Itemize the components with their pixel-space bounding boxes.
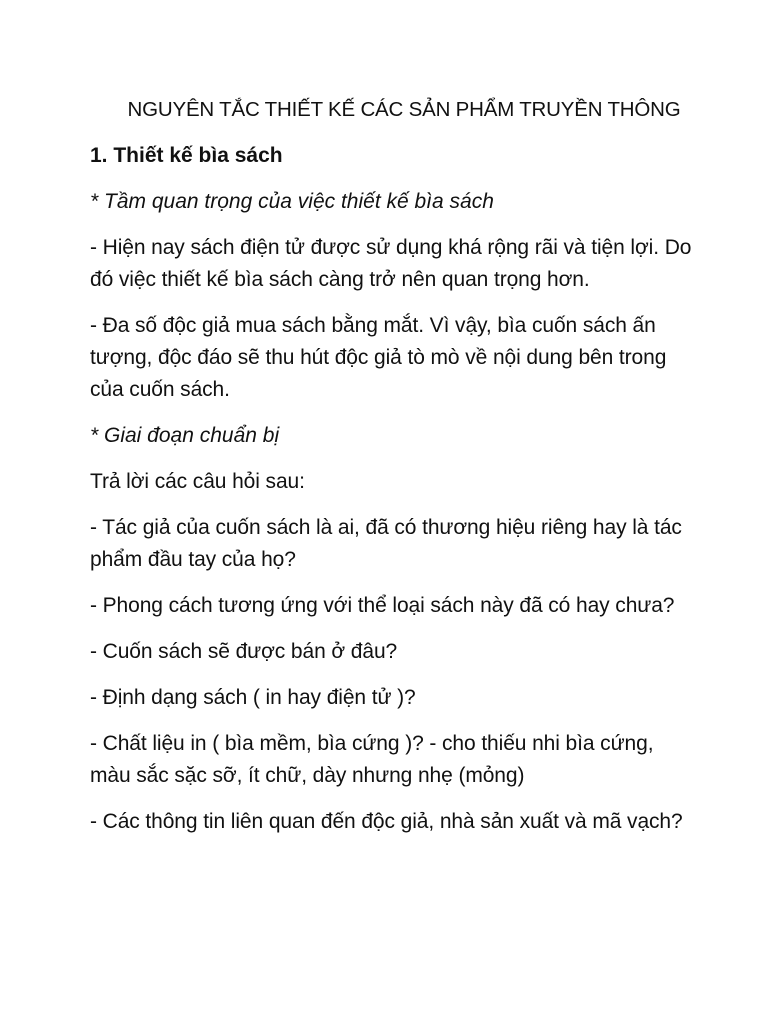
question-sales: - Cuốn sách sẽ được bán ở đâu?	[90, 640, 398, 663]
question-format: - Định dạng sách ( in hay điện tử )?	[90, 686, 416, 709]
subheading-preparation: * Giai đoạn chuẩn bị	[90, 424, 280, 447]
question-style: - Phong cách tương ứng với thể loại sách này đã có hay chưa?	[90, 594, 675, 617]
paragraph-intro: Trả lời các câu hỏi sau:	[90, 470, 305, 493]
question-info: - Các thông tin liên quan đến độc giả, nhà sản xuất và mã vạch?	[90, 810, 683, 833]
paragraph-ebooks: - Hiện nay sách điện tử được sử dụng khá rộng rãi và tiện lợi. Do đó việc thiết kế bìa sách càng trở nên quan trọng hơn.	[90, 236, 692, 291]
question-material: - Chất liệu in ( bìa mềm, bìa cứng )? - cho thiếu nhi bìa cứng, màu sắc sặc sỡ, ít chữ, dày nhưng nhẹ (mỏng)	[90, 732, 654, 787]
section-heading: 1. Thiết kế bìa sách	[90, 144, 283, 167]
paragraph-readers: - Đa số độc giả mua sách bằng mắt. Vì vậy, bìa cuốn sách ấn tượng, độc đáo sẽ thu hút độc giả tò mò về nội dung bên trong của cuốn sách.	[90, 314, 667, 401]
subheading-importance: * Tầm quan trọng của việc thiết kế bìa sách	[90, 190, 494, 213]
document-title: NGUYÊN TẮC THIẾT KẾ CÁC SẢN PHẨM TRUYỀN THÔNG	[127, 98, 681, 121]
question-author: - Tác giả của cuốn sách là ai, đã có thương hiệu riêng hay là tác phẩm đầu tay của họ?	[90, 516, 682, 571]
